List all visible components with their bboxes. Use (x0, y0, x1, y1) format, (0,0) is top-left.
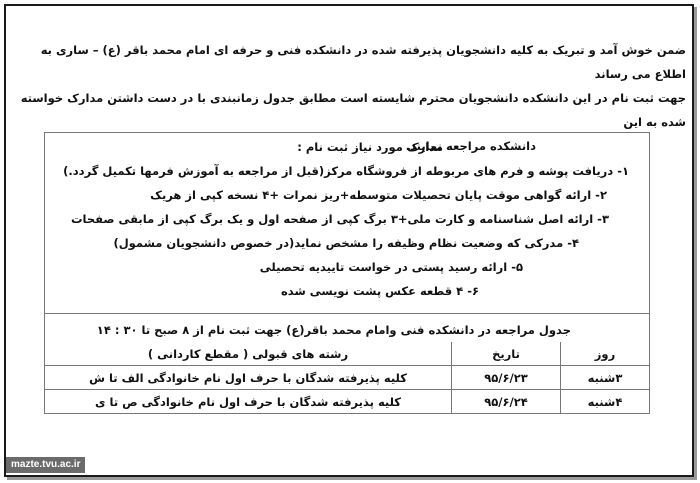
schedule-table (45, 342, 649, 413)
intro-line-2: جهت ثبت نام در این دانشکده دانشجویان محترم شایسته است مطابق جدول زمانبندی با در دست داشتن مدارک خواسته شده به این (20, 91, 686, 129)
header-day: روز (561, 342, 650, 366)
documents-title: مدارک مورد نیاز ثبت نام : (297, 140, 443, 154)
document-item-6: ۶- ۴ قطعه عکس پشت نویسی شده (281, 284, 479, 298)
schedule-title: جدول مراجعه در دانشکده فنی وامام محمد باقر(ع) جهت ثبت نام از ۸ صبح تا ۳۰ : ۱۴ (96, 323, 571, 337)
document-item-4: ۴- مدرکی که وضعیت نظام وظیفه را مشخص نماید(در خصوص دانشجویان مشمول) (113, 236, 579, 250)
intro-line-3: دانشکده مراجعه نمایند. (405, 139, 536, 153)
document-item-1: ۱- دریافت پوشه و فرم های مربوطه از فروشگاه مرکز(قبل از مراجعه به آموزش فرمها تکمیل گردد.) (63, 164, 629, 178)
intro-line-1: ضمن خوش آمد و تبریک به کلیه دانشجویان پذیرفته شده در دانشکده فنی و حرفه ای امام محمد باقر (ع) – ساری به اطلاع می رساند (40, 43, 686, 81)
document-item-3: ۳- ارائه اصل شناسنامه و کارت ملی+۳ برگ کپی از صفحه اول و یک برگ کپی از مابقی صفحات (70, 212, 609, 226)
row-field: کلیه پذیرفته شدگان با حرف اول نام خانوادگی الف تا ش (45, 366, 452, 390)
documents-section (45, 133, 649, 313)
table-row (45, 390, 649, 414)
header-date: تاریخ (452, 342, 561, 366)
schedule-section (45, 313, 649, 413)
header-field: رشته های قبولی ( مقطع کاردانی ) (45, 342, 452, 366)
row-day: ۴شنبه (561, 390, 650, 414)
table-row (45, 366, 649, 390)
requirements-box (44, 132, 650, 414)
document-item-2: ۲- ارائه گواهی موقت پایان تحصیلات متوسطه+ریز نمرات +۴ نسخه کپی از هریک (150, 188, 607, 202)
document-item-5: ۵- ارائه رسید پستی در خواست تاییدیه تحصیلی (259, 260, 523, 274)
row-date: ۹۵/۶/۲۴ (452, 390, 561, 414)
site-watermark: mazte.tvu.ac.ir (6, 457, 85, 473)
row-field: کلیه پذیرفته شدگان با حرف اول نام خانوادگی ص تا ی (45, 390, 452, 414)
row-date: ۹۵/۶/۲۳ (452, 366, 561, 390)
table-header-row (45, 342, 649, 366)
row-day: ۳شنبه (561, 366, 650, 390)
